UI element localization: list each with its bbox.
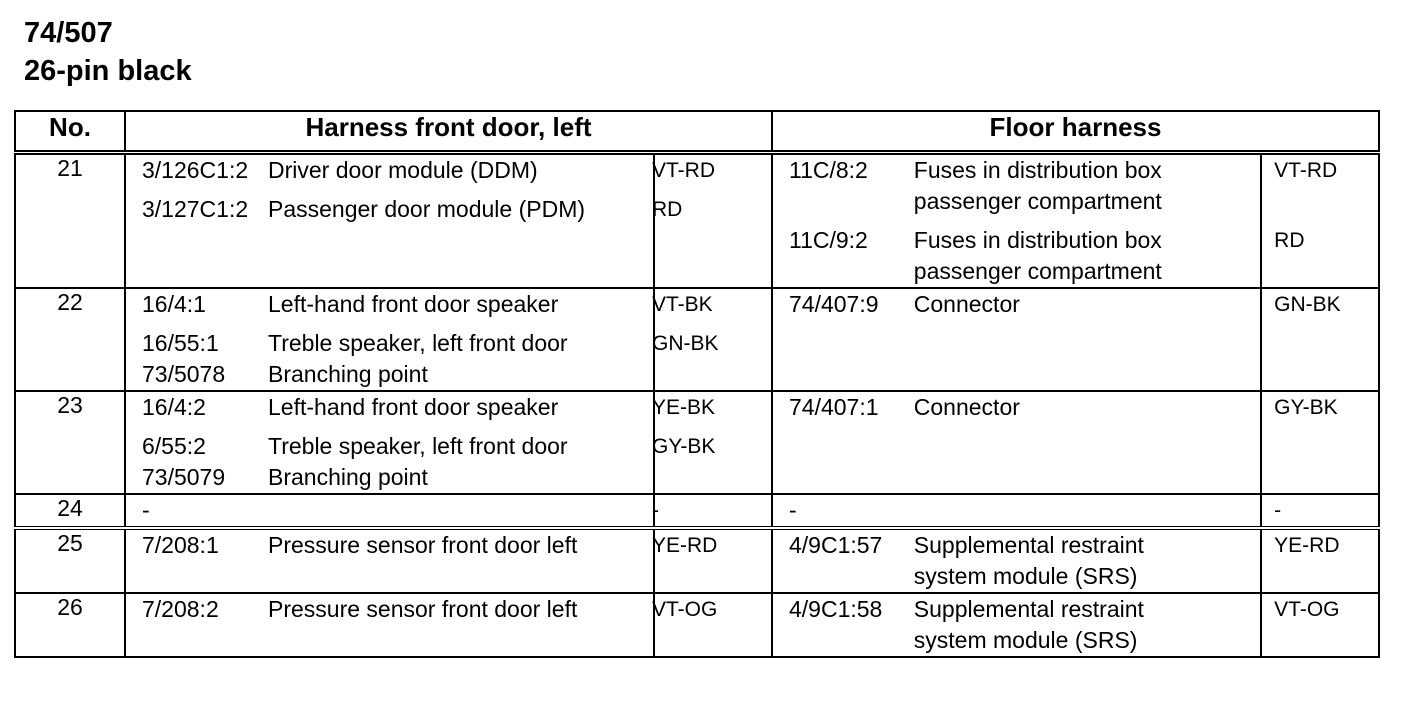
wire-color: GY-BK (652, 435, 716, 458)
wire-color: YE-BK (652, 396, 716, 419)
component-code: 16/55:1 73/5078 (142, 330, 226, 387)
document-title (24, 14, 192, 90)
column-divider (653, 392, 655, 493)
component-description: Supplemental restraint system module (SRS) (913, 532, 1144, 589)
pin-number: 25 (15, 528, 125, 593)
right-harness-cell (772, 288, 1379, 391)
wire-color: VT-OG (1274, 598, 1340, 621)
component-code: 4/9C1:57 (789, 532, 883, 558)
left-harness-cell (125, 528, 772, 593)
wire-color: GN-BK (652, 332, 719, 355)
component-code: 3/127C1:2 (142, 196, 249, 222)
component-description: Pressure sensor front door left (268, 532, 578, 558)
table-row (15, 494, 1379, 528)
left-harness-entry (126, 530, 771, 561)
component-description: Left-hand front door speaker (268, 394, 559, 420)
header-no: No. (15, 111, 125, 153)
wire-color: VT-BK (652, 293, 713, 316)
component-code: - (789, 497, 797, 523)
column-divider (1260, 530, 1262, 592)
column-divider (1260, 289, 1262, 390)
right-harness-cell (772, 391, 1379, 494)
component-code: 16/4:1 (142, 291, 206, 317)
right-harness-entry (773, 495, 1378, 526)
column-divider (653, 495, 655, 526)
left-harness-entry (126, 155, 771, 186)
component-description: Left-hand front door speaker (268, 291, 559, 317)
right-harness-cell (772, 494, 1379, 528)
column-divider (653, 530, 655, 592)
wire-color: - (652, 499, 659, 522)
component-description: Connector (913, 291, 1020, 317)
component-description (268, 495, 637, 526)
component-description (913, 495, 1260, 526)
component-code: 7/208:2 (142, 596, 219, 622)
pin-number: 23 (15, 391, 125, 494)
column-divider (653, 155, 655, 287)
component-code: 3/126C1:2 (142, 157, 249, 183)
column-divider (1260, 155, 1262, 287)
component-code: 4/9C1:58 (789, 596, 883, 622)
component-code: 11C/9:2 (789, 227, 868, 253)
component-description: Fuses in distribution box passenger compartment (913, 157, 1162, 214)
component-description: Passenger door module (PDM) (268, 196, 586, 222)
table-row (15, 593, 1379, 657)
component-description: Treble speaker, left front door Branching point (268, 433, 568, 490)
table-row (15, 391, 1379, 494)
component-code: 11C/8:2 (789, 157, 868, 183)
pin-number: 22 (15, 288, 125, 391)
left-harness-entry (126, 594, 771, 625)
component-description: Fuses in distribution box passenger compartment (913, 227, 1162, 284)
right-harness-entry (773, 289, 1378, 320)
column-divider (1260, 594, 1262, 656)
wire-color: - (1274, 499, 1282, 522)
table-row (15, 153, 1379, 289)
left-harness-entry (126, 431, 771, 493)
component-code: 74/407:1 (789, 394, 879, 420)
header-right-harness: Floor harness (772, 111, 1379, 153)
component-description: Treble speaker, left front door Branching point (268, 330, 568, 387)
component-description: Supplemental restraint system module (SRS) (913, 596, 1144, 653)
column-divider (653, 289, 655, 390)
table-row (15, 288, 1379, 391)
component-code: - (142, 497, 150, 523)
component-code: 16/4:2 (142, 394, 206, 420)
pin-assignment-table (14, 110, 1380, 658)
left-harness-cell (125, 494, 772, 528)
header-left-harness: Harness front door, left (125, 111, 772, 153)
left-harness-entry (126, 328, 771, 390)
right-harness-entry (773, 225, 1378, 287)
right-harness-cell (772, 593, 1379, 657)
component-code: 6/55:2 73/5079 (142, 433, 226, 490)
right-harness-entry (773, 594, 1378, 656)
wire-color: YE-RD (1274, 534, 1340, 557)
right-harness-cell (772, 153, 1379, 289)
table-header-row (15, 111, 1379, 153)
wire-color: VT-RD (1274, 159, 1338, 182)
pin-number: 24 (15, 494, 125, 528)
wire-color: YE-RD (652, 534, 718, 557)
connector-description: 26-pin black (24, 55, 192, 87)
component-code: 7/208:1 (142, 532, 219, 558)
right-harness-entry (773, 530, 1378, 592)
table-body (15, 153, 1379, 658)
column-divider (653, 594, 655, 656)
component-description: Connector (913, 394, 1020, 420)
connector-id: 74/507 (24, 17, 113, 49)
wire-color: RD (652, 198, 683, 221)
right-harness-cell (772, 528, 1379, 593)
pin-number: 26 (15, 593, 125, 657)
left-harness-cell (125, 288, 772, 391)
wire-color: VT-RD (652, 159, 715, 182)
left-harness-cell (125, 593, 772, 657)
pin-number: 21 (15, 153, 125, 289)
column-divider (1260, 392, 1262, 493)
left-harness-entry (126, 392, 771, 423)
left-harness-entry (126, 194, 771, 225)
column-divider (1260, 495, 1262, 526)
component-description: Pressure sensor front door left (268, 596, 578, 622)
wire-color: GY-BK (1274, 396, 1338, 419)
wire-color: RD (1274, 229, 1305, 252)
left-harness-entry (126, 289, 771, 320)
wire-color: GN-BK (1274, 293, 1341, 316)
left-harness-cell (125, 391, 772, 494)
right-harness-entry (773, 155, 1378, 217)
right-harness-entry (773, 392, 1378, 423)
component-description: Driver door module (DDM) (268, 157, 538, 183)
table-row (15, 528, 1379, 593)
component-code: 74/407:9 (789, 291, 879, 317)
left-harness-entry (126, 495, 771, 526)
wire-color: VT-OG (652, 598, 718, 621)
left-harness-cell (125, 153, 772, 289)
